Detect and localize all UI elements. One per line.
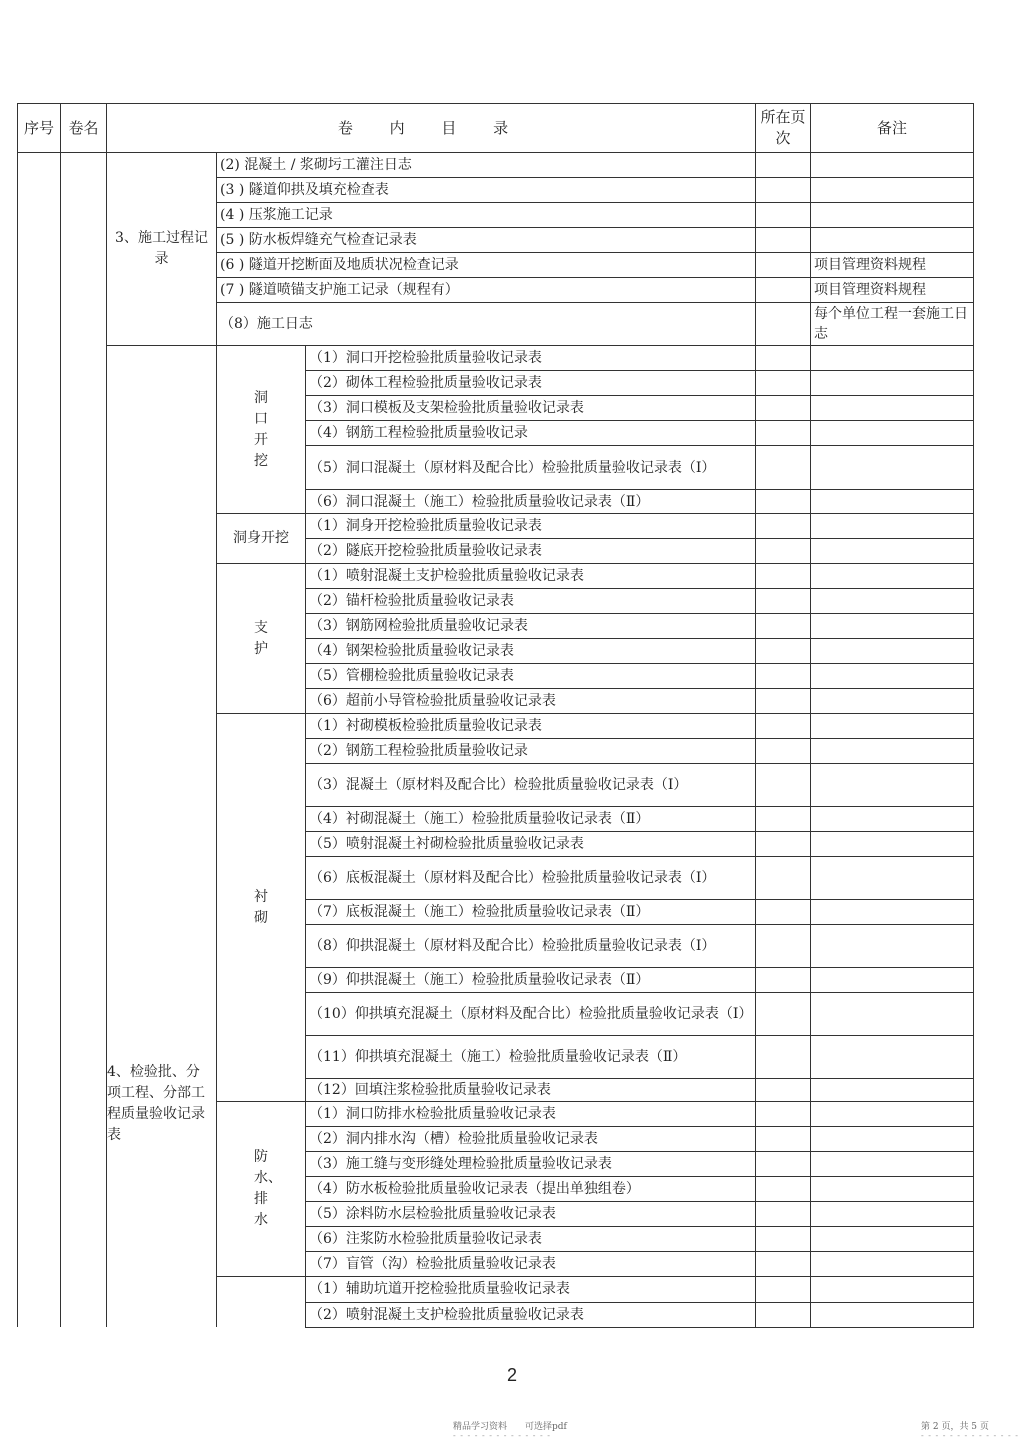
header-row bbox=[18, 104, 974, 153]
page-cell bbox=[756, 639, 811, 664]
contents-item: (5 ) 防水板焊缝充气检查记录表 bbox=[217, 228, 756, 253]
contents-item: (3 ) 隧道仰拱及填充检查表 bbox=[217, 178, 756, 203]
contents-item: （5）喷射混凝土衬砌检验批质量验收记录表 bbox=[306, 832, 756, 857]
page-cell bbox=[756, 1227, 811, 1252]
page-cell bbox=[756, 203, 811, 228]
remark-cell bbox=[811, 228, 974, 253]
contents-item: （10）仰拱填充混凝土（原材料及配合比）检验批质量验收记录表（Ⅰ） bbox=[306, 993, 756, 1036]
page-cell bbox=[756, 396, 811, 421]
page-cell bbox=[756, 1102, 811, 1127]
remark-cell bbox=[811, 153, 974, 178]
contents-item: (4 ) 压浆施工记录 bbox=[217, 203, 756, 228]
contents-item: （2）喷射混凝土支护检验批质量验收记录表 bbox=[306, 1302, 756, 1327]
page-cell bbox=[756, 764, 811, 807]
contents-item: （1）辅助坑道开挖检验批质量验收记录表 bbox=[306, 1277, 756, 1302]
remark-cell bbox=[811, 346, 974, 371]
page-cell bbox=[756, 178, 811, 203]
group-name-text: 防水、排水 bbox=[254, 1149, 282, 1229]
contents-item: （1）衬砌模板检验批质量验收记录表 bbox=[306, 714, 756, 739]
contents-item: （2）洞内排水沟（槽）检验批质量验收记录表 bbox=[306, 1127, 756, 1152]
section-title: 3、施工过程记录 bbox=[107, 153, 217, 346]
contents-item: （2）砌体工程检验批质量验收记录表 bbox=[306, 371, 756, 396]
page-cell bbox=[756, 1079, 811, 1102]
contents-item: (6 ) 隧道开挖断面及地质状况检查记录 bbox=[217, 253, 756, 278]
contents-item: （1）洞身开挖检验批质量验收记录表 bbox=[306, 514, 756, 539]
page-cell bbox=[756, 421, 811, 446]
page-cell bbox=[756, 253, 811, 278]
group-name bbox=[217, 714, 306, 1102]
remark-cell bbox=[811, 968, 974, 993]
page-cell bbox=[756, 446, 811, 490]
remark-cell bbox=[811, 1302, 974, 1327]
remark-cell bbox=[811, 614, 974, 639]
contents-item: （5）洞口混凝土（原材料及配合比）检验批质量验收记录表（Ⅰ） bbox=[306, 446, 756, 490]
page-cell bbox=[756, 925, 811, 968]
footer-dash-left: - - - - - - - - - - - - - - bbox=[453, 1431, 551, 1440]
header-volume: 卷名 bbox=[61, 104, 107, 153]
contents-item: （2）钢筋工程检验批质量验收记录 bbox=[306, 739, 756, 764]
remark-cell bbox=[811, 857, 974, 900]
page-cell bbox=[756, 539, 811, 564]
page-cell bbox=[756, 1277, 811, 1302]
page-cell bbox=[756, 832, 811, 857]
contents-item: （6）超前小导管检验批质量验收记录表 bbox=[306, 689, 756, 714]
remark-cell bbox=[811, 539, 974, 564]
header-contents: 卷 内 目 录 bbox=[107, 104, 756, 153]
group-name-text: 衬砌 bbox=[254, 888, 268, 926]
page-cell bbox=[756, 1252, 811, 1277]
page-cell bbox=[756, 993, 811, 1036]
page-cell bbox=[756, 346, 811, 371]
contents-item: （1）洞口开挖检验批质量验收记录表 bbox=[306, 346, 756, 371]
contents-item: （3）施工缝与变形缝处理检验批质量验收记录表 bbox=[306, 1152, 756, 1177]
remark-cell bbox=[811, 514, 974, 539]
remark-cell bbox=[811, 764, 974, 807]
remark-cell bbox=[811, 664, 974, 689]
page-cell bbox=[756, 371, 811, 396]
contents-item: (7 ) 隧道喷锚支护施工记录（规程有） bbox=[217, 278, 756, 303]
header-remark: 备注 bbox=[811, 104, 974, 153]
remark-cell bbox=[811, 807, 974, 832]
page-cell bbox=[756, 857, 811, 900]
catalog-body bbox=[18, 104, 974, 1328]
contents-item: （7）底板混凝土（施工）检验批质量验收记录表（Ⅱ） bbox=[306, 900, 756, 925]
remark-cell bbox=[811, 993, 974, 1036]
contents-item: （11）仰拱填充混凝土（施工）检验批质量验收记录表（Ⅱ） bbox=[306, 1036, 756, 1079]
remark-cell bbox=[811, 1252, 974, 1277]
header-page: 所在页次 bbox=[756, 104, 811, 153]
contents-item: （8）仰拱混凝土（原材料及配合比）检验批质量验收记录表（Ⅰ） bbox=[306, 925, 756, 968]
page-cell bbox=[756, 1127, 811, 1152]
contents-item: （4）钢架检验批质量验收记录表 bbox=[306, 639, 756, 664]
remark-cell bbox=[811, 1152, 974, 1177]
remark-cell bbox=[811, 371, 974, 396]
group-name bbox=[217, 564, 306, 714]
footer-left: 精品学习资料 可选择pdf bbox=[453, 1422, 567, 1432]
page-cell bbox=[756, 153, 811, 178]
remark-cell bbox=[811, 739, 974, 764]
remark-cell bbox=[811, 1177, 974, 1202]
page-cell bbox=[756, 689, 811, 714]
remark-cell bbox=[811, 925, 974, 968]
page-cell bbox=[756, 968, 811, 993]
contents-item: （3）洞口模板及支架检验批质量验收记录表 bbox=[306, 396, 756, 421]
contents-item: （6）洞口混凝土（施工）检验批质量验收记录表（Ⅱ） bbox=[306, 490, 756, 514]
contents-item: （2）隧底开挖检验批质量验收记录表 bbox=[306, 539, 756, 564]
contents-item: （8）施工日志 bbox=[217, 303, 756, 346]
remark-cell bbox=[811, 178, 974, 203]
contents-item: （6）底板混凝土（原材料及配合比）检验批质量验收记录表（Ⅰ） bbox=[306, 857, 756, 900]
page-cell bbox=[756, 564, 811, 589]
page-cell bbox=[756, 1302, 811, 1327]
page-cell bbox=[756, 514, 811, 539]
contents-item: （5）管棚检验批质量验收记录表 bbox=[306, 664, 756, 689]
page-cell bbox=[756, 303, 811, 346]
seq-cell bbox=[18, 153, 61, 1328]
remark-cell bbox=[811, 1127, 974, 1152]
contents-item: （5）涂料防水层检验批质量验收记录表 bbox=[306, 1202, 756, 1227]
page-cell bbox=[756, 1202, 811, 1227]
remark-cell bbox=[811, 421, 974, 446]
remark-cell bbox=[811, 396, 974, 421]
group-name bbox=[217, 1102, 306, 1277]
remark-cell bbox=[811, 1102, 974, 1127]
remark-cell bbox=[811, 639, 974, 664]
remark-cell bbox=[811, 564, 974, 589]
remark-cell: 每个单位工程一套施工日志 bbox=[811, 303, 974, 346]
page-cell bbox=[756, 739, 811, 764]
contents-item: （6）注浆防水检验批质量验收记录表 bbox=[306, 1227, 756, 1252]
page-cell bbox=[756, 490, 811, 514]
contents-item: （1）喷射混凝土支护检验批质量验收记录表 bbox=[306, 564, 756, 589]
header-seq: 序号 bbox=[18, 104, 61, 153]
contents-item: （3）混凝土（原材料及配合比）检验批质量验收记录表（Ⅰ） bbox=[306, 764, 756, 807]
remark-cell bbox=[811, 203, 974, 228]
group-name bbox=[217, 346, 306, 514]
catalog-table bbox=[17, 103, 974, 1328]
remark-cell bbox=[811, 832, 974, 857]
contents-item: （12）回填注浆检验批质量验收记录表 bbox=[306, 1079, 756, 1102]
contents-item: （9）仰拱混凝土（施工）检验批质量验收记录表（Ⅱ） bbox=[306, 968, 756, 993]
page-cell bbox=[756, 1036, 811, 1079]
group-name: 洞身开挖 bbox=[217, 514, 306, 564]
remark-cell bbox=[811, 446, 974, 490]
page-cell bbox=[756, 807, 811, 832]
contents-item: (2) 混凝土 / 浆砌圬工灌注日志 bbox=[217, 153, 756, 178]
table-row bbox=[18, 153, 974, 178]
remark-cell bbox=[811, 1036, 974, 1079]
table-row bbox=[18, 346, 974, 371]
page-cell bbox=[756, 614, 811, 639]
contents-item: （4）衬砌混凝土（施工）检验批质量验收记录表（Ⅱ） bbox=[306, 807, 756, 832]
footer-dash-right: - - - - - - - - - - - - - - bbox=[921, 1431, 1019, 1440]
remark-cell bbox=[811, 1277, 974, 1302]
contents-item: （2）锚杆检验批质量验收记录表 bbox=[306, 589, 756, 614]
contents-item: （1）洞口防排水检验批质量验收记录表 bbox=[306, 1102, 756, 1127]
volume-cell bbox=[61, 153, 107, 1328]
page-cell bbox=[756, 1177, 811, 1202]
contents-item: （4）防水板检验批质量验收记录表（提出单独组卷） bbox=[306, 1177, 756, 1202]
remark-cell bbox=[811, 589, 974, 614]
group-name-text: 支护 bbox=[254, 619, 268, 657]
remark-cell bbox=[811, 900, 974, 925]
remark-cell bbox=[811, 1227, 974, 1252]
page-cell bbox=[756, 714, 811, 739]
contents-item: （3）钢筋网检验批质量验收记录表 bbox=[306, 614, 756, 639]
remark-cell bbox=[811, 1079, 974, 1102]
page-cell bbox=[756, 900, 811, 925]
page-cell bbox=[756, 664, 811, 689]
page-cell bbox=[756, 1152, 811, 1177]
remark-cell: 项目管理资料规程 bbox=[811, 278, 974, 303]
group-name-text: 洞口开挖 bbox=[254, 389, 268, 469]
remark-cell bbox=[811, 689, 974, 714]
contents-item: （4）钢筋工程检验批质量验收记录 bbox=[306, 421, 756, 446]
page-cell bbox=[756, 278, 811, 303]
section-title: 4、检验批、分项工程、分部工程质量验收记录表 bbox=[107, 346, 217, 1328]
remark-cell: 项目管理资料规程 bbox=[811, 253, 974, 278]
page-cell bbox=[756, 589, 811, 614]
footer-right: 第 2 页，共 5 页 bbox=[921, 1422, 989, 1432]
page-cell bbox=[756, 228, 811, 253]
remark-cell bbox=[811, 714, 974, 739]
contents-item: （7）盲管（沟）检验批质量验收记录表 bbox=[306, 1252, 756, 1277]
remark-cell bbox=[811, 1202, 974, 1227]
page-number: 2 bbox=[506, 1365, 517, 1385]
group-name bbox=[217, 1277, 306, 1327]
remark-cell bbox=[811, 490, 974, 514]
